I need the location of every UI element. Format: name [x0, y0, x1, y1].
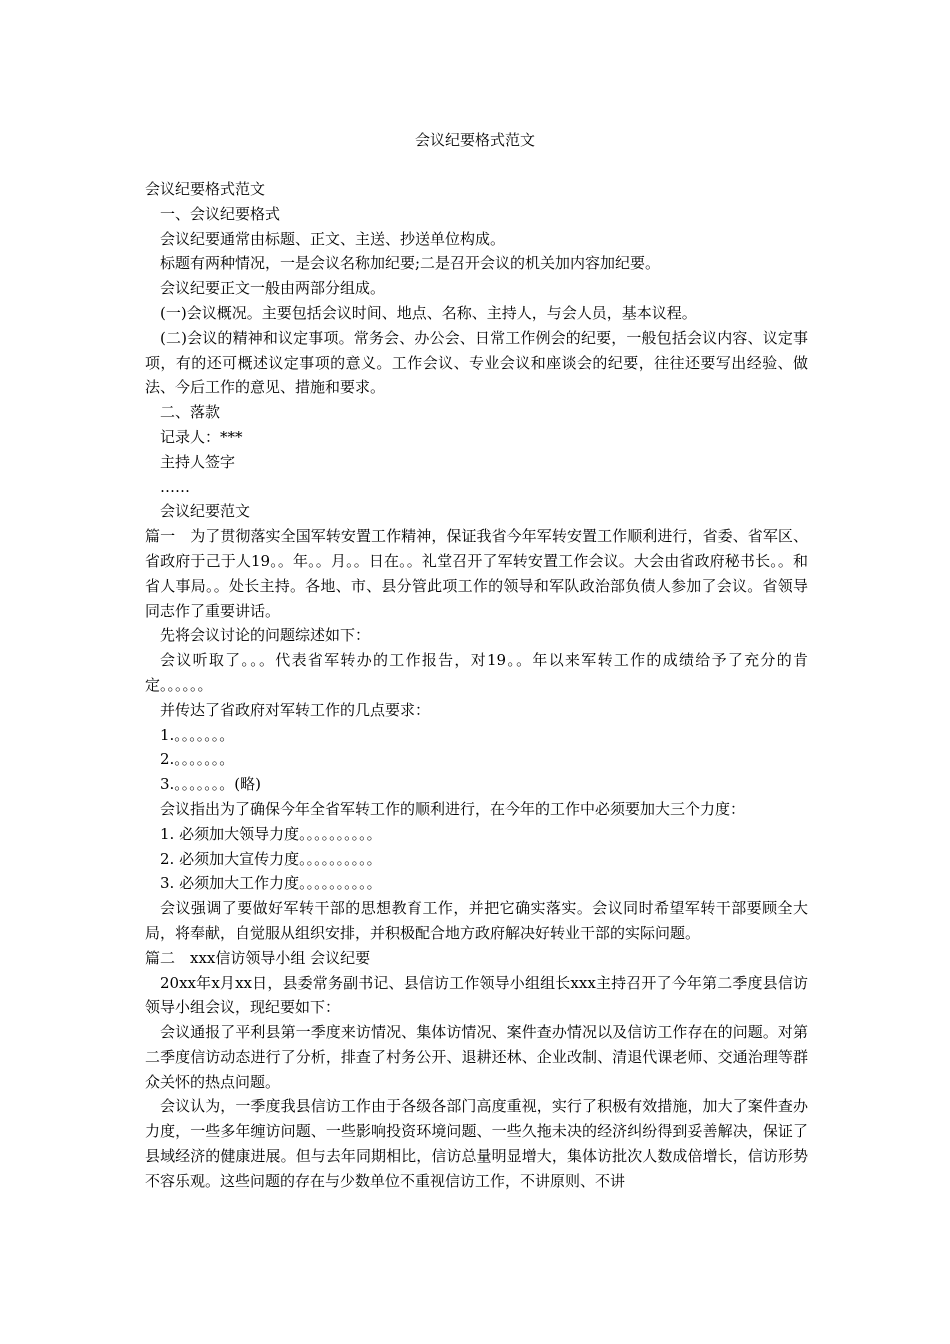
paragraph: 先将会议讨论的问题综述如下：	[160, 626, 371, 645]
document-title: 会议纪要格式范文	[414, 131, 535, 149]
paragraph: 会议认为，一季度我县信访工作由于各级各部门高度重视，实行了积极有效措施，加大了案件查办力度，一些多年缠访问题、一些影响投资环境问题、一些久拖未决的经济纠纷得到妥善解决，保证了县域经济的健康进展。但与去年同期相比，信访总量明显增大，集体访批次人数成倍增长，信访形势不容乐观。这些问题的存在与少数单位不重视信访工作，不讲原则、不讲	[145, 1097, 808, 1190]
paragraph: 篇一 为了贯彻落实全国军转安置工作精神，保证我省今年军转安置工作顺利进行，省委、省军区、省政府于己于人19。。年。。月。。日在。。礼堂召开了军转安置工作会议。大会由省政府秘书长。。和省人事局。。处长主持。各地、市、县分管此项工作的领导和军队政治部负债人参加了会议。省领导同志作了重要讲话。	[145, 527, 808, 620]
paragraph: 会议纪要范文	[160, 502, 251, 521]
paragraph: 会议指出为了确保今年全省军转工作的顺利进行，在今年的工作中必须要加大三个力度：	[160, 799, 746, 818]
paragraph: 记录人：***	[160, 427, 243, 446]
paragraph: 会议听取了。。。代表省军转办的工作报告，对19。。年以来军转工作的成绩给予了充分的肯定。。。。。。	[145, 651, 808, 694]
paragraph: 会议强调了要做好军转干部的思想教育工作，并把它确实落实。会议同时希望军转干部要顾全大局，将奉献，自觉服从组织安排，并积极配合地方政府解决好转业干部的实际问题。	[145, 899, 808, 942]
paragraph: 会议通报了平利县第一季度来访情况、集体访情况、案件查办情况以及信访工作存在的问题。对第二季度信访动态进行了分析，排查了村务公开、退耕还林、企业改制、清退代课老师、交通治理等群众关怀的热点问题。	[145, 1023, 808, 1091]
paragraph: 3. 必须加大工作力度。。。。。。。。。。	[160, 874, 382, 893]
paragraph: 3.。。。。。。。(略)	[160, 775, 262, 794]
paragraph: 会议纪要格式范文	[145, 180, 266, 198]
paragraph: 标题有两种情况，一是会议名称加纪要;二是召开会议的机关加内容加纪要。	[160, 254, 661, 273]
paragraph: 1.。。。。。。。	[160, 725, 235, 744]
paragraph: 1. 必须加大领导力度。。。。。。。。。。	[160, 824, 382, 843]
paragraph: 一、会议纪要格式	[160, 204, 281, 223]
paragraph: 2. 必须加大宣传力度。。。。。。。。。。	[160, 849, 382, 868]
paragraph: 会议纪要正文一般由两部分组成。	[160, 279, 386, 298]
paragraph: 会议纪要通常由标题、正文、主送、抄送单位构成。	[160, 229, 506, 248]
paragraph: (二)会议的精神和议定事项。常务会、办公会、日常工作例会的纪要，一般包括会议内容、议定事项，有的还可概述议定事项的意义。工作会议、专业会议和座谈会的纪要，往往还要写出经验、做法、今后工作的意见、措施和要求。	[145, 328, 808, 397]
paragraph: (一)会议概况。主要包括会议时间、地点、名称、主持人，与会人员，基本议程。	[160, 303, 697, 322]
document-body	[145, 177, 808, 1194]
paragraph: 并传达了省政府对军转工作的几点要求：	[160, 700, 431, 719]
paragraph: 二、落款	[160, 403, 221, 422]
paragraph: 2.。。。。。。。	[160, 750, 235, 769]
paragraph: 20xx年x月xx日，县委常务副书记、县信访工作领导小组组长xxx主持召开了今年第二季度县信访领导小组会议，现纪要如下：	[145, 973, 808, 1017]
paragraph: 篇二 xxx信访领导小组 会议纪要	[145, 948, 371, 967]
paragraph: ……	[160, 477, 190, 496]
paragraph: 主持人签字	[160, 452, 236, 471]
